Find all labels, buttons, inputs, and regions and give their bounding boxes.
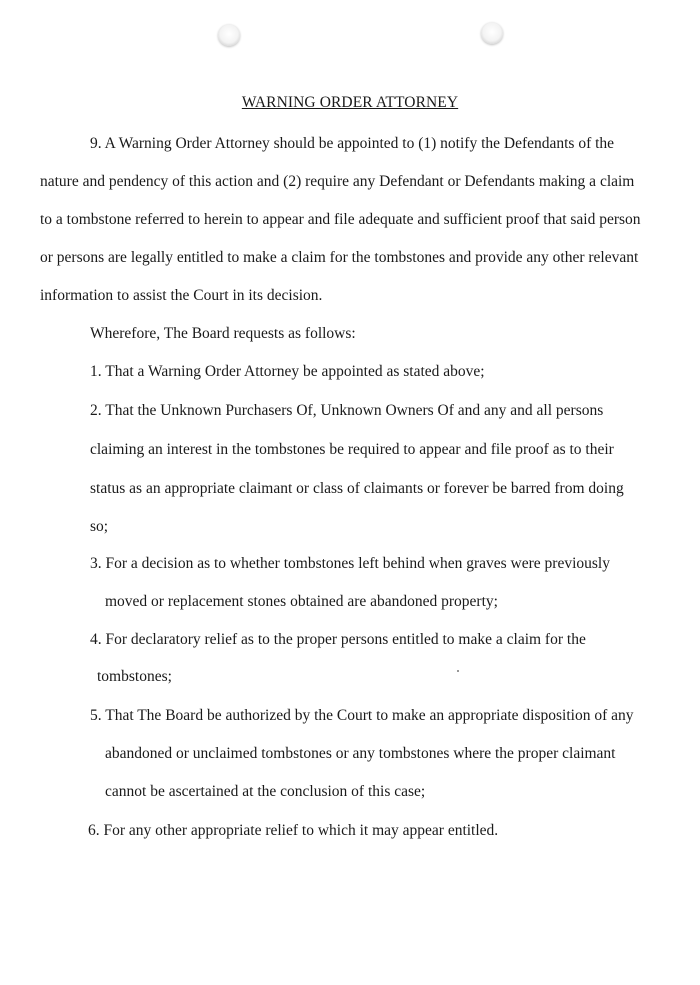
paragraph-9-line-2: nature and pendency of this action and (2) require any Defendant or Defendants making a claim bbox=[40, 173, 635, 190]
request-5-line-1: 5. That The Board be authorized by the Court to make an appropriate disposition of any bbox=[90, 707, 634, 724]
request-4-line-1: 4. For declaratory relief as to the proper persons entitled to make a claim for the bbox=[90, 631, 586, 648]
request-4-line-2: tombstones; bbox=[97, 668, 172, 685]
punch-hole-left bbox=[218, 24, 240, 46]
scan-speck bbox=[457, 670, 459, 672]
request-1-line-1: 1. That a Warning Order Attorney be appointed as stated above; bbox=[90, 363, 485, 380]
paragraph-9-line-3: to a tombstone referred to herein to appear and file adequate and sufficient proof that said person bbox=[40, 211, 641, 228]
request-3-line-1: 3. For a decision as to whether tombstones left behind when graves were previously bbox=[90, 555, 610, 572]
request-2-line-1: 2. That the Unknown Purchasers Of, Unknown Owners Of and any and all persons bbox=[90, 402, 604, 419]
section-heading: WARNING ORDER ATTORNEY bbox=[241, 94, 459, 111]
request-2-line-2: claiming an interest in the tombstones be required to appear and file proof as to their bbox=[90, 441, 614, 458]
wherefore-line: Wherefore, The Board requests as follows: bbox=[90, 325, 356, 342]
paragraph-9-line-4: or persons are legally entitled to make a claim for the tombstones and provide any other relevant bbox=[40, 249, 639, 266]
paragraph-9-line-5: information to assist the Court in its decision. bbox=[40, 287, 323, 304]
request-2-line-3: status as an appropriate claimant or class of claimants or forever be barred from doing bbox=[90, 480, 624, 497]
request-5-line-3: cannot be ascertained at the conclusion of this case; bbox=[105, 783, 426, 800]
request-2-line-4: so; bbox=[90, 518, 109, 535]
request-3-line-2: moved or replacement stones obtained are abandoned property; bbox=[105, 593, 498, 610]
request-5-line-2: abandoned or unclaimed tombstones or any tombstones where the proper claimant bbox=[105, 745, 616, 762]
punch-hole-right bbox=[481, 22, 503, 44]
paragraph-9-line-1: 9. A Warning Order Attorney should be appointed to (1) notify the Defendants of the bbox=[90, 135, 615, 152]
request-6-line-1: 6. For any other appropriate relief to which it may appear entitled. bbox=[88, 822, 499, 839]
